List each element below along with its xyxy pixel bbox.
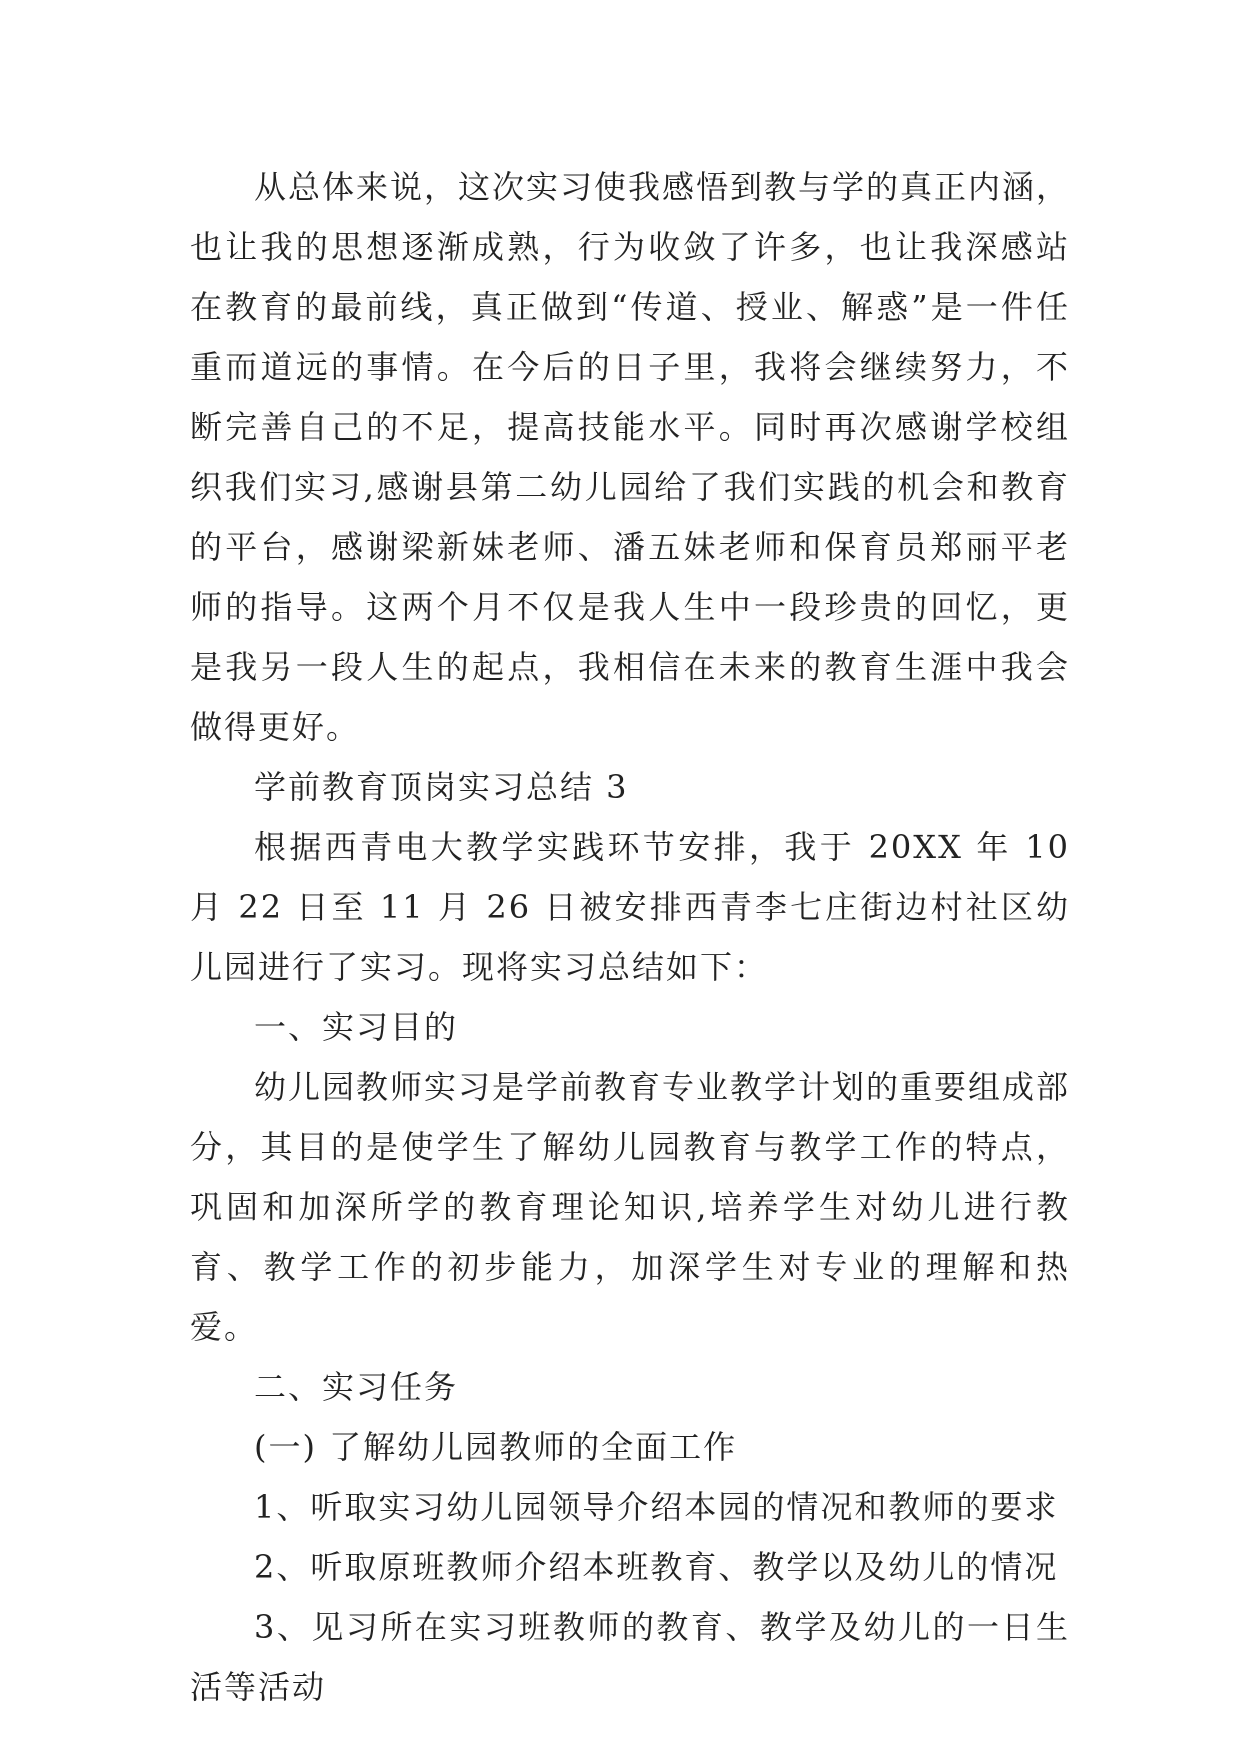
heading-purpose: 一、实习目的 — [254, 1008, 459, 1046]
list-item-2: 2、听取原班教师介绍本班教育、教学以及幼儿的情况 — [254, 1548, 1059, 1586]
heading-tasks: 二、实习任务 — [254, 1368, 459, 1406]
section-title: 学前教育顶岗实习总结 3 — [254, 768, 629, 806]
list-item-1: 1、听取实习幼儿园领导介绍本园的情况和教师的要求 — [254, 1488, 1059, 1526]
subheading-task-1: (一) 了解幼儿园教师的全面工作 — [254, 1428, 738, 1466]
paragraph-purpose: 幼儿园教师实习是学前教育专业教学计划的重要组成部分，其目的是使学生了解幼儿园教育与教学工作的特点，巩固和加深所学的教育理论知识,培养学生对幼儿进行教育、教学工作的初步能力，加深学生对专业的理解和热爱。 — [190, 1068, 1071, 1346]
document-page — [190, 157, 1070, 1717]
paragraph-summary-conclusion: 从总体来说，这次实习使我感悟到教与学的真正内涵，也让我的思想逐渐成熟，行为收敛了许多，也让我深感站在教育的最前线，真正做到“传道、授业、解惑”是一件任重而道远的事情。在今后的日子里，我将会继续努力，不断完善自己的不足，提高技能水平。同时再次感谢学校组织我们实习,感谢县第二幼儿园给了我们实践的机会和教育的平台，感谢梁新妹老师、潘五妹老师和保育员郑丽平老师的指导。这两个月不仅是我人生中一段珍贵的回忆，更是我另一段人生的起点，我相信在未来的教育生涯中我会做得更好。 — [190, 168, 1071, 746]
list-item-3: 3、见习所在实习班教师的教育、教学及幼儿的一日生活等活动 — [190, 1608, 1070, 1706]
paragraph-intro: 根据西青电大教学实践环节安排，我于 20XX 年 10 月 22 日至 11 月 26 日被安排西青李七庄街边村社区幼儿园进行了实习。现将实习总结如下： — [190, 828, 1070, 986]
